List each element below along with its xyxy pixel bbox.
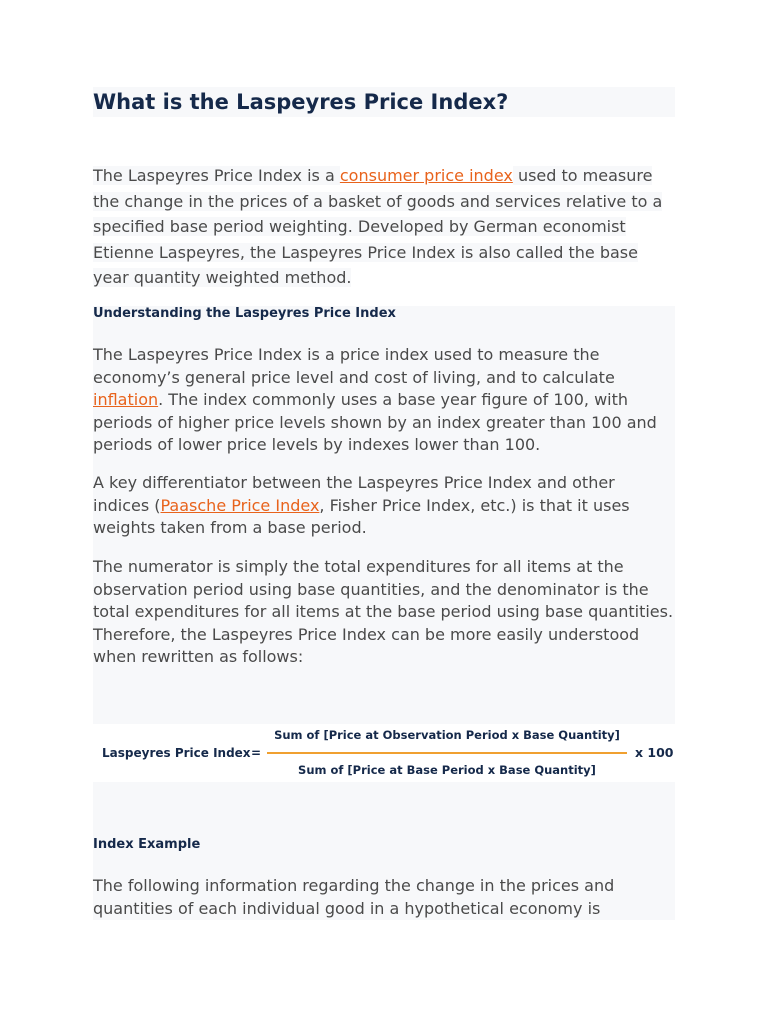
paragraph-text-after: . The index commonly uses a base year figure of 100, with periods of higher price levels shown by an index greater than 100 and periods of lower price levels by indexes lower than 100. (93, 390, 657, 454)
paragraph-text-after: , Fisher Price Index, etc.) is that it uses weights taken from a base period. (93, 495, 630, 537)
formula-image (93, 724, 675, 782)
title-block (93, 87, 675, 117)
intro-paragraph (93, 163, 675, 291)
paragraph-example-intro: The following information regarding the change in the prices and quantities of each individual good in a hypothetical economy is (93, 876, 615, 918)
paragraph-differentiator (93, 472, 675, 540)
paragraph-numerator: The numerator is simply the total expenditures for all items at the observation period using base quantities, and the denominator is the total expenditures for all items at the base period using base quantities. Therefore, the Laspeyres Price Index can be more easily understood when rewritten as follows: (93, 557, 674, 666)
paragraph-price-level (93, 344, 675, 457)
paragraph-text-before: The Laspeyres Price Index is a price index used to measure the economy’s general price level and cost of living, and to calculate (93, 345, 615, 387)
formula-lhs: Laspeyres Price Index (102, 746, 251, 760)
formula-multiplier: x 100 (635, 745, 674, 760)
section-heading-index-example: Index Example (93, 837, 201, 852)
intro-text-before: The Laspeyres Price Index is a (93, 166, 340, 185)
formula-fraction-bar (267, 752, 627, 754)
consumer-price-index-link[interactable]: consumer price index (339, 166, 513, 185)
formula-numerator: Sum of [Price at Observation Period x Base Quantity] (274, 728, 620, 742)
formula-denominator: Sum of [Price at Base Period x Base Quantity] (298, 763, 596, 777)
inflation-link[interactable]: inflation (93, 390, 159, 409)
page-title: What is the Laspeyres Price Index? (93, 90, 509, 114)
intro-text-after: used to measure the change in the prices of a basket of goods and services relative to a specified base period weighting. Developed by German economist Etienne Laspeyres, the Laspeyres Price Index is also called the base year quantity weighted method. (93, 166, 663, 287)
formula-equals: = (251, 746, 262, 760)
section-heading-understanding: Understanding the Laspeyres Price Index (93, 306, 396, 321)
paasche-price-index-link[interactable]: Paasche Price Index (160, 495, 320, 515)
paragraph-text-before: A key differentiator between the Laspeyres Price Index and other indices ( (93, 473, 615, 515)
